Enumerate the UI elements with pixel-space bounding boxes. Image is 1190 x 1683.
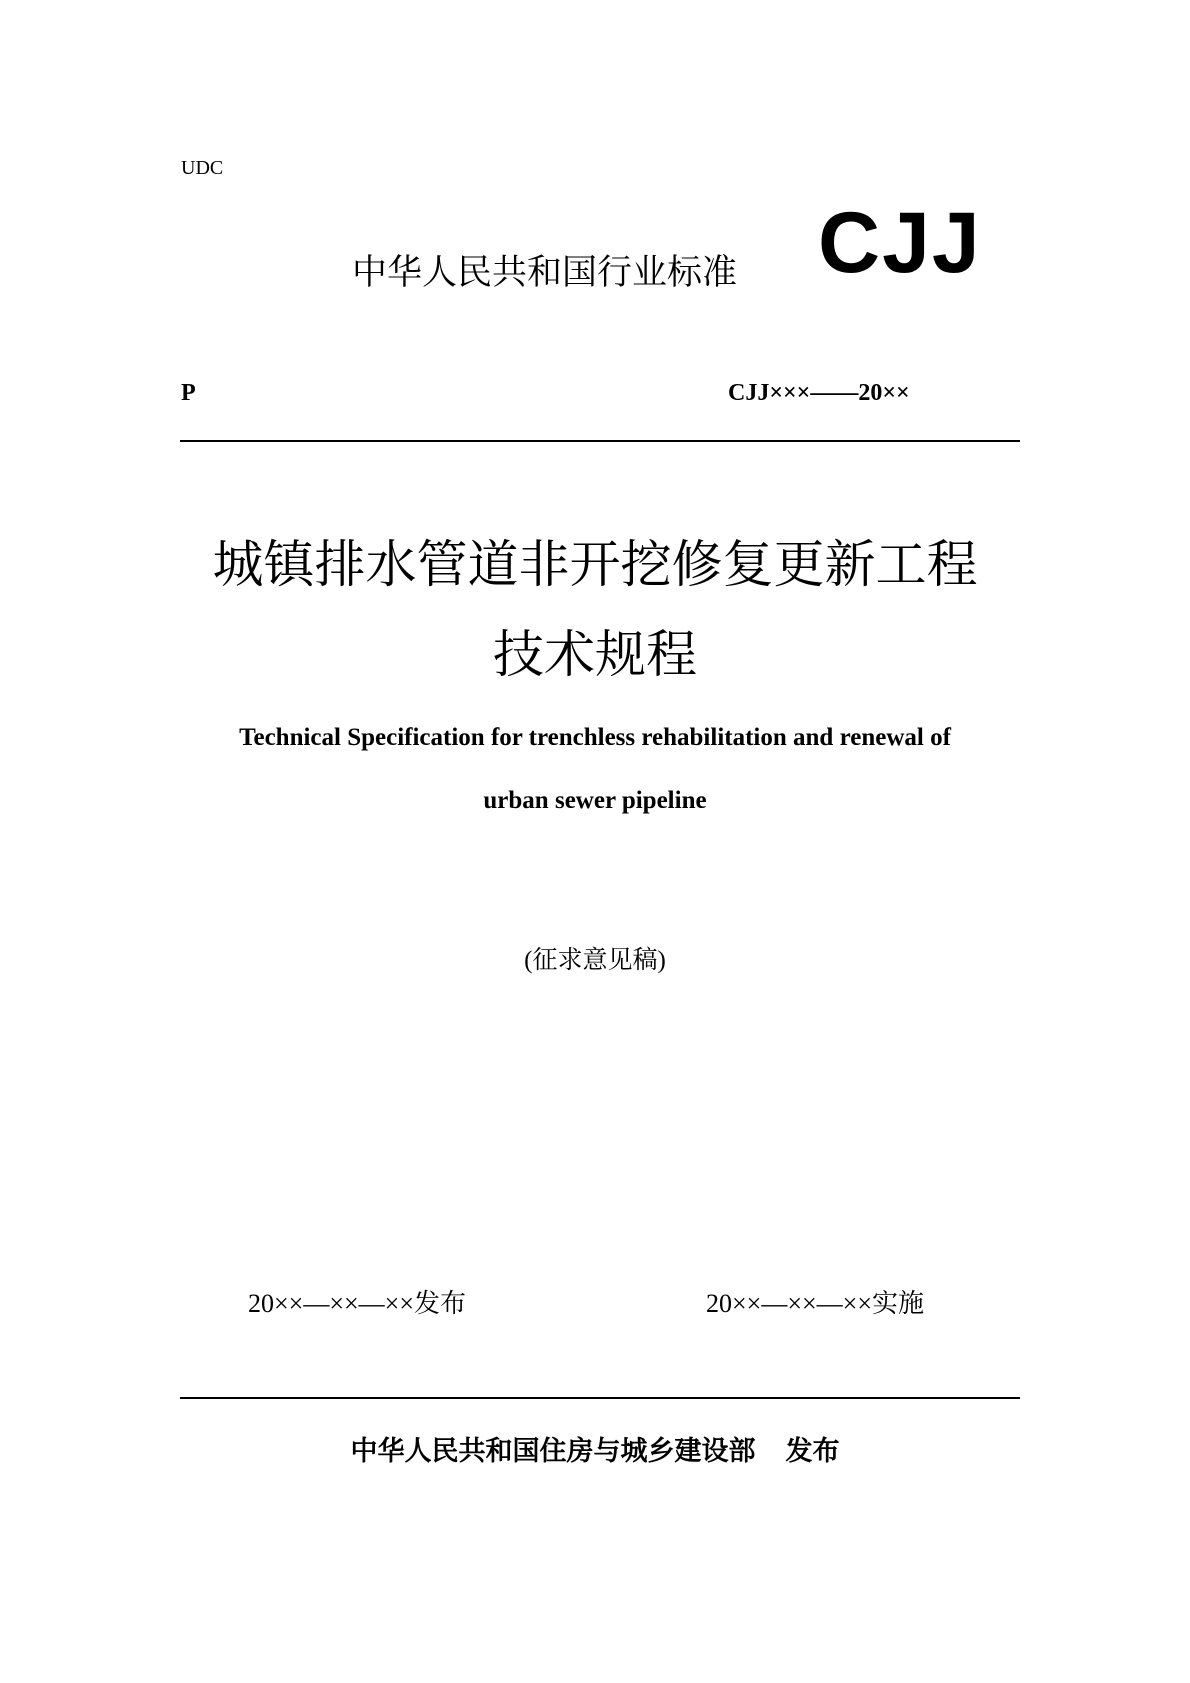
title-chinese-line-2: 技术规程: [492, 626, 697, 685]
classification-code: P: [181, 380, 196, 406]
top-divider: [180, 440, 1020, 442]
issuer-name: 中华人民共和国住房与城乡建设部: [350, 1436, 756, 1467]
title-english-line-2: urban sewer pipeline: [483, 787, 707, 814]
title-chinese-line-1: 城镇排水管道非开挖修复更新工程: [212, 536, 978, 595]
cjj-logo: CJJ: [818, 195, 982, 291]
standard-number: CJJ×××——20××: [728, 380, 910, 406]
title-english-line-1: Technical Specification for trenchless rehabilitation and renewal of: [239, 724, 951, 751]
issuer-line: [0, 1438, 1190, 1465]
bottom-divider: [180, 1397, 1020, 1399]
udc-label: UDC: [181, 157, 224, 179]
issuer-action: 发布: [785, 1436, 840, 1467]
publish-date: 20××—××—××发布: [248, 1289, 466, 1318]
effective-date: 20××—××—××实施: [706, 1289, 924, 1318]
draft-note: (征求意见稿): [524, 947, 666, 974]
industry-standard-label: 中华人民共和国行业标准: [352, 253, 738, 293]
